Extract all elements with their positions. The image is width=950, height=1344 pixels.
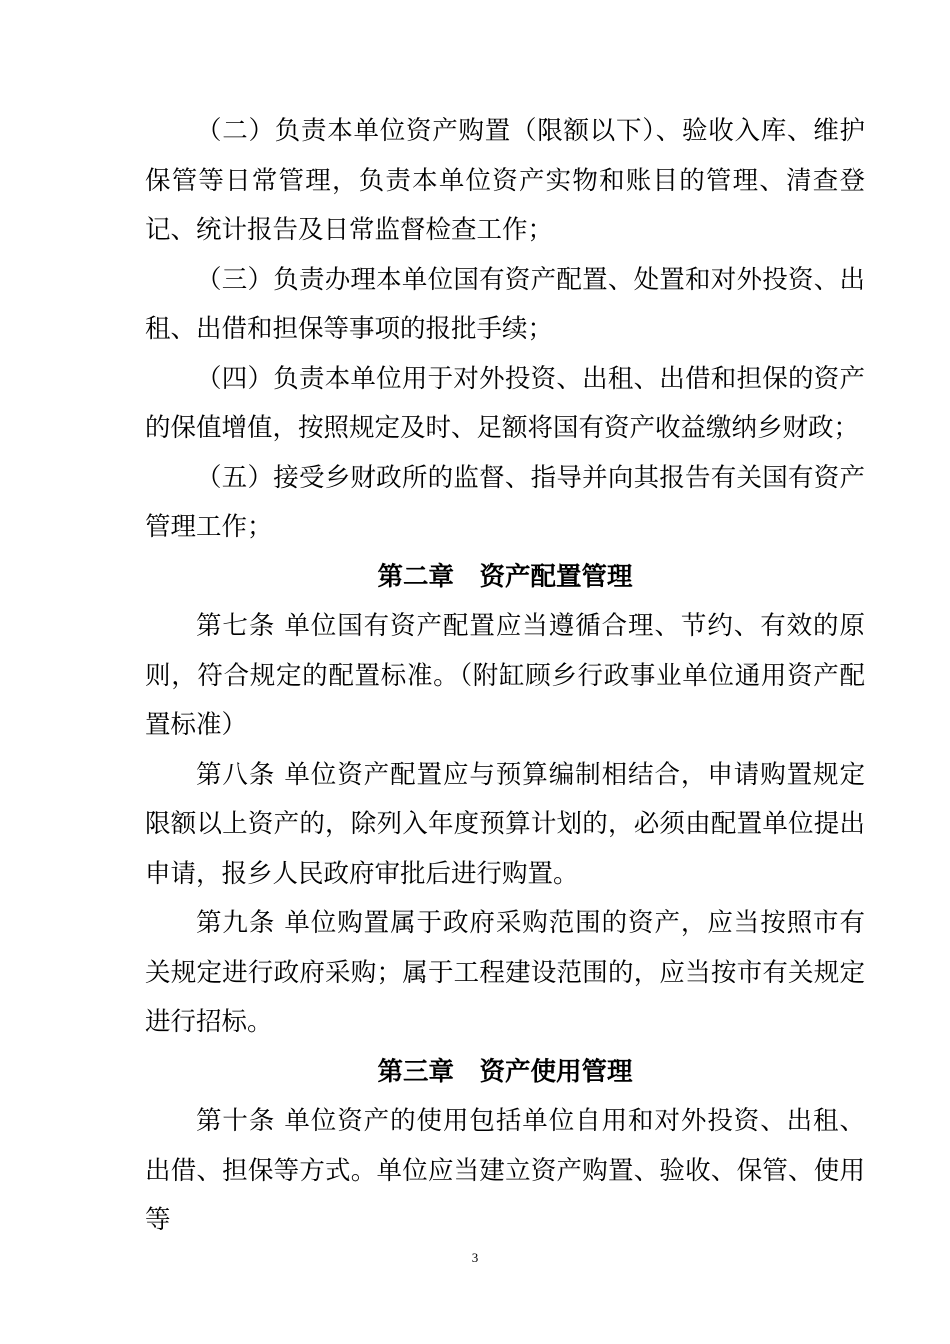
- paragraph-item-3: （三）负责办理本单位国有资产配置、处置和对外投资、出租、出借和担保等事项的报批手续；: [145, 264, 865, 344]
- chapter-heading-2: 第二章 资产配置管理: [377, 561, 633, 592]
- article-8: 第八条 单位资产配置应与预算编制相结合，申请购置规定限额以上资产的，除列入年度预算计划的，必须由配置单位提出申请，报乡人民政府审批后进行购置。: [145, 759, 865, 889]
- paragraph-item-5: （五）接受乡财政所的监督、指导并向其报告有关国有资产管理工作；: [145, 462, 865, 542]
- paragraph-item-2: （二）负责本单位资产购置（限额以下）、验收入库、维护保管等日常管理，负责本单位资产实物和账目的管理、清查登记、统计报告及日常监督检查工作；: [145, 116, 865, 245]
- article-10: 第十条 单位资产的使用包括单位自用和对外投资、出租、出借、担保等方式。单位应当建立资产购置、验收、保管、使用等: [145, 1106, 865, 1235]
- article-7: 第七条 单位国有资产配置应当遵循合理、节约、有效的原则，符合规定的配置标准。（附缸顾乡行政事业单位通用资产配置标准）: [145, 611, 865, 740]
- chapter-heading-3: 第三章 资产使用管理: [377, 1056, 633, 1087]
- page-number: 3: [471, 1250, 479, 1265]
- article-9: 第九条 单位购置属于政府采购范围的资产，应当按照市有关规定进行政府采购；属于工程建设范围的，应当按市有关规定进行招标。: [145, 908, 865, 1037]
- paragraph-item-4: （四）负责本单位用于对外投资、出租、出借和担保的资产的保值增值，按照规定及时、足额将国有资产收益缴纳乡财政；: [145, 363, 865, 443]
- document-body: [145, 107, 865, 1246]
